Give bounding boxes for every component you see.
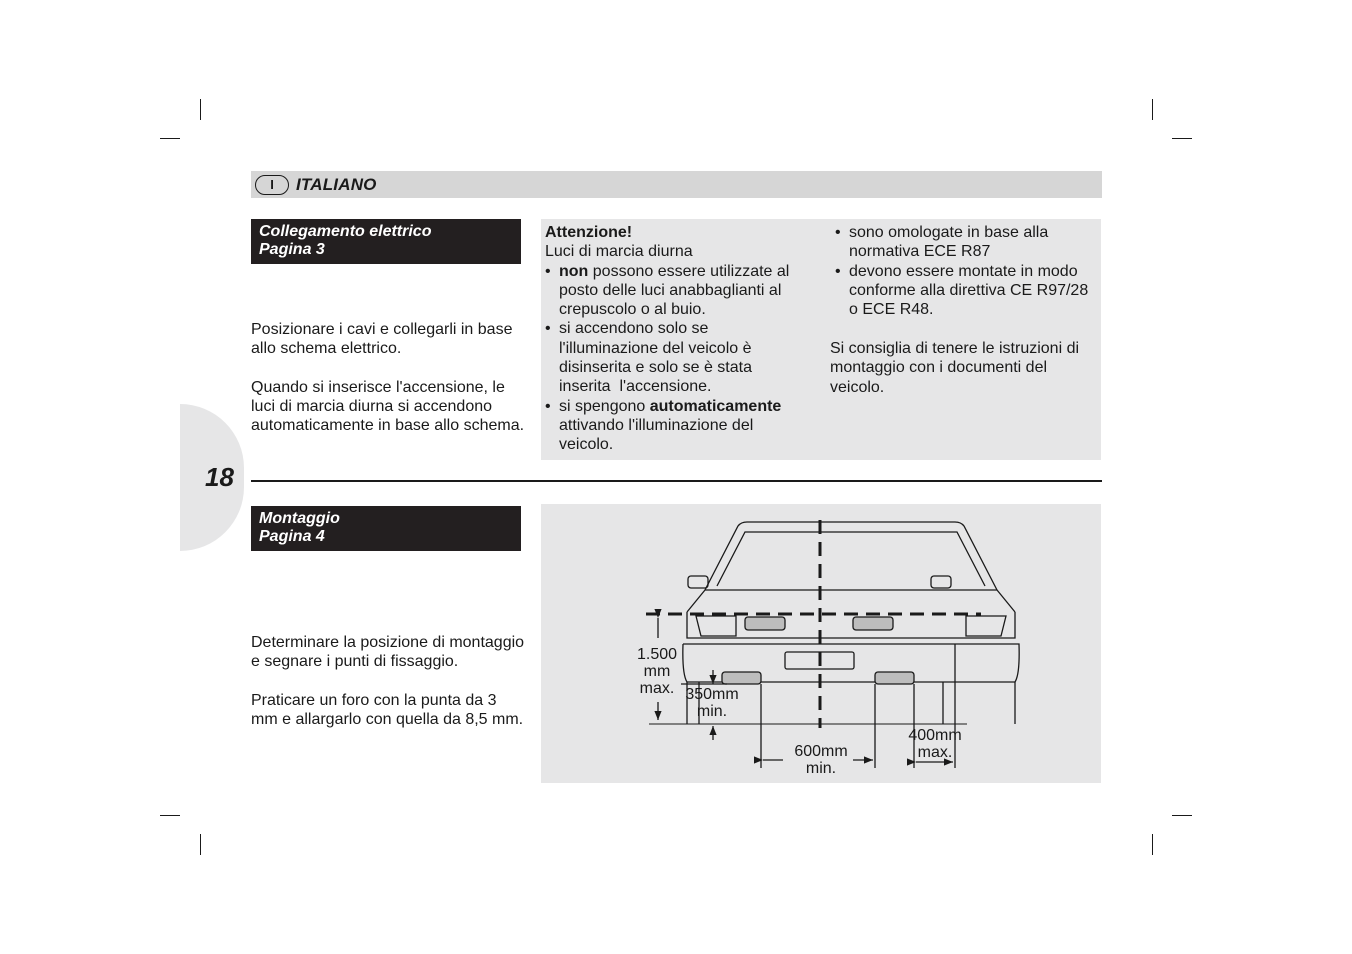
paragraph: Quando si inserisce l'accensione, le luci di marcia diurna si accendono automaticamente in base allo schema. — [251, 378, 525, 435]
edge-label-qualifier: max. — [917, 744, 953, 761]
drl-lamp-left — [722, 672, 761, 684]
list-item-text: si accendono solo se l'illuminazione del veicolo è disinserita e solo se è stata inserita l'accensione. — [559, 320, 752, 396]
language-code-badge: I — [255, 175, 289, 195]
section-divider — [251, 480, 1102, 482]
mounting-instructions — [251, 633, 526, 749]
attention-right-column — [835, 223, 1097, 319]
crop-mark — [1152, 834, 1153, 855]
bullet-icon: • — [835, 262, 841, 280]
bullet-icon: • — [545, 397, 551, 415]
list-item — [545, 262, 810, 320]
list-item-text: possono essere utilizzate al posto delle luci anabbaglianti al crepuscolo o al buio. — [559, 262, 790, 319]
height-label-value: 1.500 — [636, 646, 678, 663]
height-label-qualifier: max. — [639, 680, 675, 697]
attention-note: Si consiglia di tenere le istruzioni di montaggio con i documenti del veicolo. — [830, 340, 1080, 396]
section-heading-electrical — [251, 219, 521, 264]
paragraph: Determinare la posizione di montaggio e segnare i punti di fissaggio. — [251, 634, 525, 671]
bold-text: automaticamente — [649, 397, 782, 415]
electrical-instructions — [251, 320, 526, 455]
list-item-text: attivando l'illuminazione del veicolo. — [559, 416, 754, 454]
crop-mark — [200, 99, 201, 120]
car-front-illustration — [541, 504, 1101, 783]
list-item-text: sono omologate in base alla normativa ECE R87 — [849, 224, 1049, 261]
section-heading-mounting — [251, 506, 521, 551]
section-title: Montaggio — [259, 510, 340, 527]
mounting-diagram — [541, 504, 1101, 783]
section-title: Collegamento elettrico — [259, 223, 432, 240]
bullet-icon: • — [545, 320, 551, 338]
crop-mark — [200, 834, 201, 855]
crop-mark — [1172, 815, 1192, 816]
attention-subtitle: Luci di marcia diurna — [545, 243, 693, 261]
edge-label-value: 400mm — [908, 727, 962, 744]
list-item — [835, 223, 1097, 262]
crop-mark — [160, 138, 180, 139]
list-item-text: si spengono — [559, 397, 650, 415]
crop-mark — [1152, 99, 1153, 120]
crop-mark — [1172, 138, 1192, 139]
spacing-label-value: 600mm — [794, 743, 848, 760]
spacing-label-qualifier: min. — [805, 760, 837, 777]
crop-mark — [160, 815, 180, 816]
list-item — [545, 319, 810, 396]
list-item — [545, 397, 810, 455]
paragraph: Posizionare i cavi e collegarli in base allo schema elettrico. — [251, 321, 513, 358]
language-name: ITALIANO — [296, 174, 377, 194]
section-page-ref: Pagina 3 — [259, 241, 325, 258]
section-page-ref: Pagina 4 — [259, 528, 325, 545]
paragraph: Praticare un foro con la punta da 3 mm e allargarlo con quella da 8,5 mm. — [251, 691, 524, 729]
attention-title: Attenzione! — [545, 224, 633, 241]
min-height-label-qualifier: min. — [696, 703, 728, 720]
bullet-icon: • — [835, 224, 841, 241]
attention-left-column — [545, 223, 810, 455]
language-header — [251, 171, 1102, 198]
list-item-text: devono essere montate in modo conforme alla direttiva CE R97/28 o ECE R48. — [849, 262, 1089, 319]
list-item — [835, 262, 1097, 320]
page-number: 18 — [205, 462, 234, 492]
drl-lamp-right — [875, 672, 914, 684]
height-label-unit: mm — [643, 663, 671, 680]
bold-text: non — [559, 262, 589, 280]
min-height-label-value: 350mm — [685, 686, 739, 703]
bullet-icon: • — [545, 262, 551, 280]
